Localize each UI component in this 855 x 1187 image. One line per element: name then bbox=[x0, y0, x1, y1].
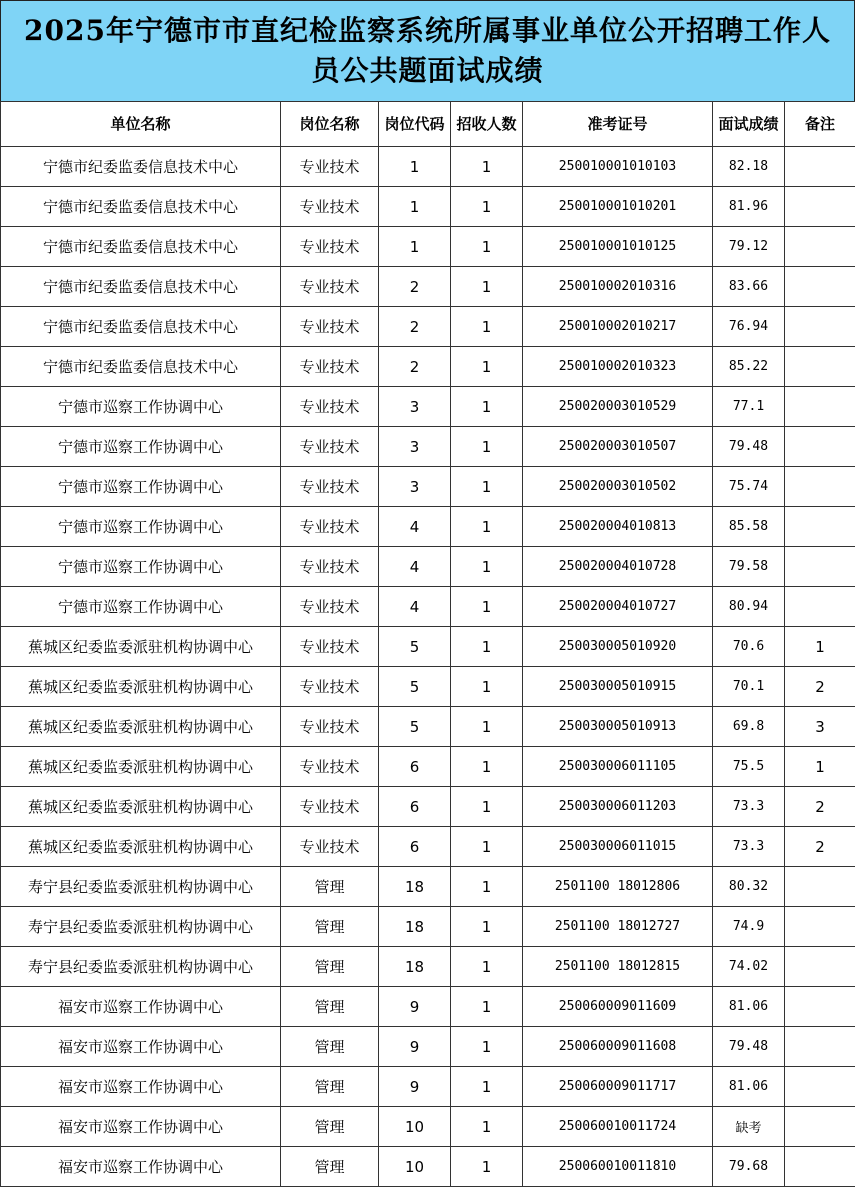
cell-hire-count: 1 bbox=[451, 867, 523, 907]
cell-position-code: 18 bbox=[379, 947, 451, 987]
cell-interview-score: 80.94 bbox=[713, 587, 785, 627]
cell-note bbox=[785, 387, 855, 427]
cell-unit-name: 蕉城区纪委监委派驻机构协调中心 bbox=[1, 747, 281, 787]
table-row bbox=[1, 347, 855, 387]
cell-unit-name: 蕉城区纪委监委派驻机构协调中心 bbox=[1, 827, 281, 867]
cell-note bbox=[785, 507, 855, 547]
cell-hire-count: 1 bbox=[451, 747, 523, 787]
cell-interview-score: 77.1 bbox=[713, 387, 785, 427]
cell-unit-name: 宁德市纪委监委信息技术中心 bbox=[1, 147, 281, 187]
cell-interview-score: 73.3 bbox=[713, 787, 785, 827]
cell-position-code: 9 bbox=[379, 987, 451, 1027]
cell-position-name: 专业技术 bbox=[281, 587, 379, 627]
cell-hire-count: 1 bbox=[451, 347, 523, 387]
cell-note bbox=[785, 1107, 855, 1147]
cell-interview-score: 79.68 bbox=[713, 1147, 785, 1187]
cell-position-name: 专业技术 bbox=[281, 547, 379, 587]
cell-position-name: 管理 bbox=[281, 987, 379, 1027]
cell-unit-name: 宁德市巡察工作协调中心 bbox=[1, 467, 281, 507]
cell-position-name: 专业技术 bbox=[281, 667, 379, 707]
cell-unit-name: 宁德市纪委监委信息技术中心 bbox=[1, 227, 281, 267]
cell-hire-count: 1 bbox=[451, 147, 523, 187]
cell-ticket-number: 250020004010727 bbox=[523, 587, 713, 627]
cell-ticket-number: 250030006011015 bbox=[523, 827, 713, 867]
cell-unit-name: 宁德市纪委监委信息技术中心 bbox=[1, 307, 281, 347]
cell-position-name: 专业技术 bbox=[281, 747, 379, 787]
cell-position-name: 专业技术 bbox=[281, 307, 379, 347]
cell-hire-count: 1 bbox=[451, 987, 523, 1027]
cell-position-name: 专业技术 bbox=[281, 627, 379, 667]
cell-position-name: 专业技术 bbox=[281, 227, 379, 267]
cell-note: 2 bbox=[785, 787, 855, 827]
cell-hire-count: 1 bbox=[451, 427, 523, 467]
cell-position-name: 专业技术 bbox=[281, 467, 379, 507]
cell-position-name: 管理 bbox=[281, 907, 379, 947]
cell-position-code: 2 bbox=[379, 307, 451, 347]
cell-interview-score: 79.48 bbox=[713, 427, 785, 467]
cell-hire-count: 1 bbox=[451, 1027, 523, 1067]
table-row bbox=[1, 427, 855, 467]
cell-unit-name: 寿宁县纪委监委派驻机构协调中心 bbox=[1, 947, 281, 987]
cell-hire-count: 1 bbox=[451, 227, 523, 267]
cell-note bbox=[785, 347, 855, 387]
cell-unit-name: 宁德市纪委监委信息技术中心 bbox=[1, 347, 281, 387]
cell-position-code: 18 bbox=[379, 907, 451, 947]
table-row bbox=[1, 187, 855, 227]
cell-position-code: 4 bbox=[379, 587, 451, 627]
cell-position-code: 18 bbox=[379, 867, 451, 907]
cell-hire-count: 1 bbox=[451, 467, 523, 507]
table-row bbox=[1, 787, 855, 827]
cell-note: 2 bbox=[785, 667, 855, 707]
cell-position-name: 专业技术 bbox=[281, 147, 379, 187]
table-row bbox=[1, 867, 855, 907]
cell-unit-name: 宁德市纪委监委信息技术中心 bbox=[1, 267, 281, 307]
column-header-unit: 单位名称 bbox=[1, 102, 281, 147]
table-row bbox=[1, 587, 855, 627]
table-row bbox=[1, 307, 855, 347]
cell-ticket-number: 250020004010813 bbox=[523, 507, 713, 547]
cell-interview-score: 85.58 bbox=[713, 507, 785, 547]
cell-ticket-number: 250030006011105 bbox=[523, 747, 713, 787]
cell-position-name: 管理 bbox=[281, 1027, 379, 1067]
cell-hire-count: 1 bbox=[451, 947, 523, 987]
cell-hire-count: 1 bbox=[451, 787, 523, 827]
cell-note: 1 bbox=[785, 627, 855, 667]
cell-note bbox=[785, 187, 855, 227]
cell-position-name: 专业技术 bbox=[281, 827, 379, 867]
cell-ticket-number: 250060009011717 bbox=[523, 1067, 713, 1107]
cell-note bbox=[785, 987, 855, 1027]
cell-position-code: 6 bbox=[379, 827, 451, 867]
cell-position-code: 6 bbox=[379, 787, 451, 827]
cell-hire-count: 1 bbox=[451, 387, 523, 427]
table-body bbox=[1, 147, 855, 1187]
cell-ticket-number: 250010001010103 bbox=[523, 147, 713, 187]
cell-hire-count: 1 bbox=[451, 507, 523, 547]
table-header-row bbox=[1, 102, 855, 147]
cell-position-code: 5 bbox=[379, 627, 451, 667]
table-row bbox=[1, 227, 855, 267]
column-header-ticket: 准考证号 bbox=[523, 102, 713, 147]
cell-note bbox=[785, 867, 855, 907]
cell-position-code: 2 bbox=[379, 347, 451, 387]
cell-note bbox=[785, 147, 855, 187]
cell-interview-score: 79.12 bbox=[713, 227, 785, 267]
table-row bbox=[1, 827, 855, 867]
cell-hire-count: 1 bbox=[451, 1147, 523, 1187]
cell-position-code: 9 bbox=[379, 1027, 451, 1067]
cell-unit-name: 福安市巡察工作协调中心 bbox=[1, 987, 281, 1027]
cell-interview-score: 缺考 bbox=[713, 1107, 785, 1147]
cell-interview-score: 79.48 bbox=[713, 1027, 785, 1067]
cell-unit-name: 蕉城区纪委监委派驻机构协调中心 bbox=[1, 627, 281, 667]
table-row bbox=[1, 747, 855, 787]
cell-position-name: 专业技术 bbox=[281, 787, 379, 827]
cell-position-code: 10 bbox=[379, 1107, 451, 1147]
table-row bbox=[1, 507, 855, 547]
cell-hire-count: 1 bbox=[451, 307, 523, 347]
table-row bbox=[1, 707, 855, 747]
cell-note bbox=[785, 427, 855, 467]
page-title: 2025年宁德市市直纪检监察系统所属事业单位公开招聘工作人员公共题面试成绩 bbox=[24, 14, 831, 87]
cell-ticket-number: 2501100 18012727 bbox=[523, 907, 713, 947]
cell-position-code: 3 bbox=[379, 387, 451, 427]
table-row bbox=[1, 947, 855, 987]
table-row bbox=[1, 267, 855, 307]
cell-position-code: 1 bbox=[379, 187, 451, 227]
cell-ticket-number: 250020003010502 bbox=[523, 467, 713, 507]
cell-unit-name: 宁德市巡察工作协调中心 bbox=[1, 587, 281, 627]
cell-unit-name: 宁德市巡察工作协调中心 bbox=[1, 507, 281, 547]
cell-ticket-number: 250030005010920 bbox=[523, 627, 713, 667]
cell-interview-score: 82.18 bbox=[713, 147, 785, 187]
cell-ticket-number: 250010002010217 bbox=[523, 307, 713, 347]
cell-position-name: 专业技术 bbox=[281, 427, 379, 467]
cell-hire-count: 1 bbox=[451, 547, 523, 587]
cell-hire-count: 1 bbox=[451, 707, 523, 747]
cell-note bbox=[785, 267, 855, 307]
cell-ticket-number: 250060009011608 bbox=[523, 1027, 713, 1067]
cell-position-code: 3 bbox=[379, 427, 451, 467]
cell-note bbox=[785, 467, 855, 507]
cell-note bbox=[785, 547, 855, 587]
cell-hire-count: 1 bbox=[451, 1107, 523, 1147]
cell-ticket-number: 250030005010915 bbox=[523, 667, 713, 707]
cell-ticket-number: 250060009011609 bbox=[523, 987, 713, 1027]
cell-interview-score: 74.9 bbox=[713, 907, 785, 947]
cell-unit-name: 福安市巡察工作协调中心 bbox=[1, 1067, 281, 1107]
table-row bbox=[1, 467, 855, 507]
cell-interview-score: 85.22 bbox=[713, 347, 785, 387]
table-row bbox=[1, 1067, 855, 1107]
cell-hire-count: 1 bbox=[451, 627, 523, 667]
cell-position-name: 专业技术 bbox=[281, 507, 379, 547]
column-header-count: 招收人数 bbox=[451, 102, 523, 147]
cell-unit-name: 蕉城区纪委监委派驻机构协调中心 bbox=[1, 707, 281, 747]
cell-interview-score: 73.3 bbox=[713, 827, 785, 867]
cell-position-code: 3 bbox=[379, 467, 451, 507]
column-header-position: 岗位名称 bbox=[281, 102, 379, 147]
column-header-note: 备注 bbox=[785, 102, 855, 147]
cell-interview-score: 75.5 bbox=[713, 747, 785, 787]
table-row bbox=[1, 627, 855, 667]
cell-unit-name: 蕉城区纪委监委派驻机构协调中心 bbox=[1, 667, 281, 707]
table-row bbox=[1, 907, 855, 947]
cell-position-code: 4 bbox=[379, 507, 451, 547]
cell-unit-name: 福安市巡察工作协调中心 bbox=[1, 1147, 281, 1187]
cell-unit-name: 蕉城区纪委监委派驻机构协调中心 bbox=[1, 787, 281, 827]
cell-interview-score: 70.1 bbox=[713, 667, 785, 707]
table-row bbox=[1, 387, 855, 427]
cell-ticket-number: 250010002010316 bbox=[523, 267, 713, 307]
cell-interview-score: 69.8 bbox=[713, 707, 785, 747]
cell-position-name: 专业技术 bbox=[281, 267, 379, 307]
cell-unit-name: 寿宁县纪委监委派驻机构协调中心 bbox=[1, 867, 281, 907]
table-row bbox=[1, 987, 855, 1027]
cell-position-name: 专业技术 bbox=[281, 187, 379, 227]
cell-note bbox=[785, 227, 855, 267]
cell-ticket-number: 250010001010125 bbox=[523, 227, 713, 267]
cell-interview-score: 70.6 bbox=[713, 627, 785, 667]
cell-position-code: 4 bbox=[379, 547, 451, 587]
cell-position-name: 专业技术 bbox=[281, 347, 379, 387]
cell-unit-name: 福安市巡察工作协调中心 bbox=[1, 1027, 281, 1067]
cell-note bbox=[785, 1147, 855, 1187]
cell-position-code: 1 bbox=[379, 227, 451, 267]
column-header-score: 面试成绩 bbox=[713, 102, 785, 147]
cell-position-name: 专业技术 bbox=[281, 387, 379, 427]
cell-position-name: 管理 bbox=[281, 947, 379, 987]
cell-position-name: 管理 bbox=[281, 1067, 379, 1107]
table-row bbox=[1, 547, 855, 587]
cell-note bbox=[785, 947, 855, 987]
cell-interview-score: 75.74 bbox=[713, 467, 785, 507]
cell-interview-score: 81.06 bbox=[713, 987, 785, 1027]
cell-ticket-number: 250060010011810 bbox=[523, 1147, 713, 1187]
cell-ticket-number: 250030006011203 bbox=[523, 787, 713, 827]
cell-hire-count: 1 bbox=[451, 1067, 523, 1107]
cell-ticket-number: 250020003010507 bbox=[523, 427, 713, 467]
cell-note bbox=[785, 907, 855, 947]
cell-ticket-number: 2501100 18012806 bbox=[523, 867, 713, 907]
cell-position-code: 5 bbox=[379, 667, 451, 707]
cell-ticket-number: 250010001010201 bbox=[523, 187, 713, 227]
table-row bbox=[1, 1147, 855, 1187]
title-banner bbox=[0, 0, 855, 102]
cell-note: 3 bbox=[785, 707, 855, 747]
cell-interview-score: 83.66 bbox=[713, 267, 785, 307]
cell-position-name: 管理 bbox=[281, 1147, 379, 1187]
cell-position-code: 2 bbox=[379, 267, 451, 307]
cell-position-code: 1 bbox=[379, 147, 451, 187]
cell-hire-count: 1 bbox=[451, 267, 523, 307]
cell-note: 1 bbox=[785, 747, 855, 787]
cell-note: 2 bbox=[785, 827, 855, 867]
cell-unit-name: 宁德市纪委监委信息技术中心 bbox=[1, 187, 281, 227]
cell-hire-count: 1 bbox=[451, 187, 523, 227]
cell-position-code: 6 bbox=[379, 747, 451, 787]
cell-unit-name: 寿宁县纪委监委派驻机构协调中心 bbox=[1, 907, 281, 947]
cell-note bbox=[785, 1067, 855, 1107]
cell-position-code: 9 bbox=[379, 1067, 451, 1107]
cell-ticket-number: 250020003010529 bbox=[523, 387, 713, 427]
cell-interview-score: 79.58 bbox=[713, 547, 785, 587]
column-header-code: 岗位代码 bbox=[379, 102, 451, 147]
table-row bbox=[1, 147, 855, 187]
cell-position-code: 5 bbox=[379, 707, 451, 747]
score-table bbox=[0, 101, 855, 1187]
cell-ticket-number: 250010002010323 bbox=[523, 347, 713, 387]
cell-ticket-number: 250020004010728 bbox=[523, 547, 713, 587]
cell-unit-name: 宁德市巡察工作协调中心 bbox=[1, 427, 281, 467]
table-row bbox=[1, 667, 855, 707]
cell-ticket-number: 2501100 18012815 bbox=[523, 947, 713, 987]
cell-position-name: 专业技术 bbox=[281, 707, 379, 747]
cell-note bbox=[785, 1027, 855, 1067]
cell-unit-name: 宁德市巡察工作协调中心 bbox=[1, 387, 281, 427]
cell-position-name: 管理 bbox=[281, 867, 379, 907]
cell-interview-score: 76.94 bbox=[713, 307, 785, 347]
cell-hire-count: 1 bbox=[451, 667, 523, 707]
table-row bbox=[1, 1027, 855, 1067]
cell-hire-count: 1 bbox=[451, 907, 523, 947]
cell-hire-count: 1 bbox=[451, 587, 523, 627]
cell-interview-score: 81.96 bbox=[713, 187, 785, 227]
cell-hire-count: 1 bbox=[451, 827, 523, 867]
cell-position-name: 管理 bbox=[281, 1107, 379, 1147]
cell-ticket-number: 250030005010913 bbox=[523, 707, 713, 747]
cell-position-code: 10 bbox=[379, 1147, 451, 1187]
cell-interview-score: 81.06 bbox=[713, 1067, 785, 1107]
cell-unit-name: 福安市巡察工作协调中心 bbox=[1, 1107, 281, 1147]
cell-unit-name: 宁德市巡察工作协调中心 bbox=[1, 547, 281, 587]
table-row bbox=[1, 1107, 855, 1147]
cell-note bbox=[785, 307, 855, 347]
cell-interview-score: 74.02 bbox=[713, 947, 785, 987]
cell-interview-score: 80.32 bbox=[713, 867, 785, 907]
cell-ticket-number: 250060010011724 bbox=[523, 1107, 713, 1147]
cell-note bbox=[785, 587, 855, 627]
